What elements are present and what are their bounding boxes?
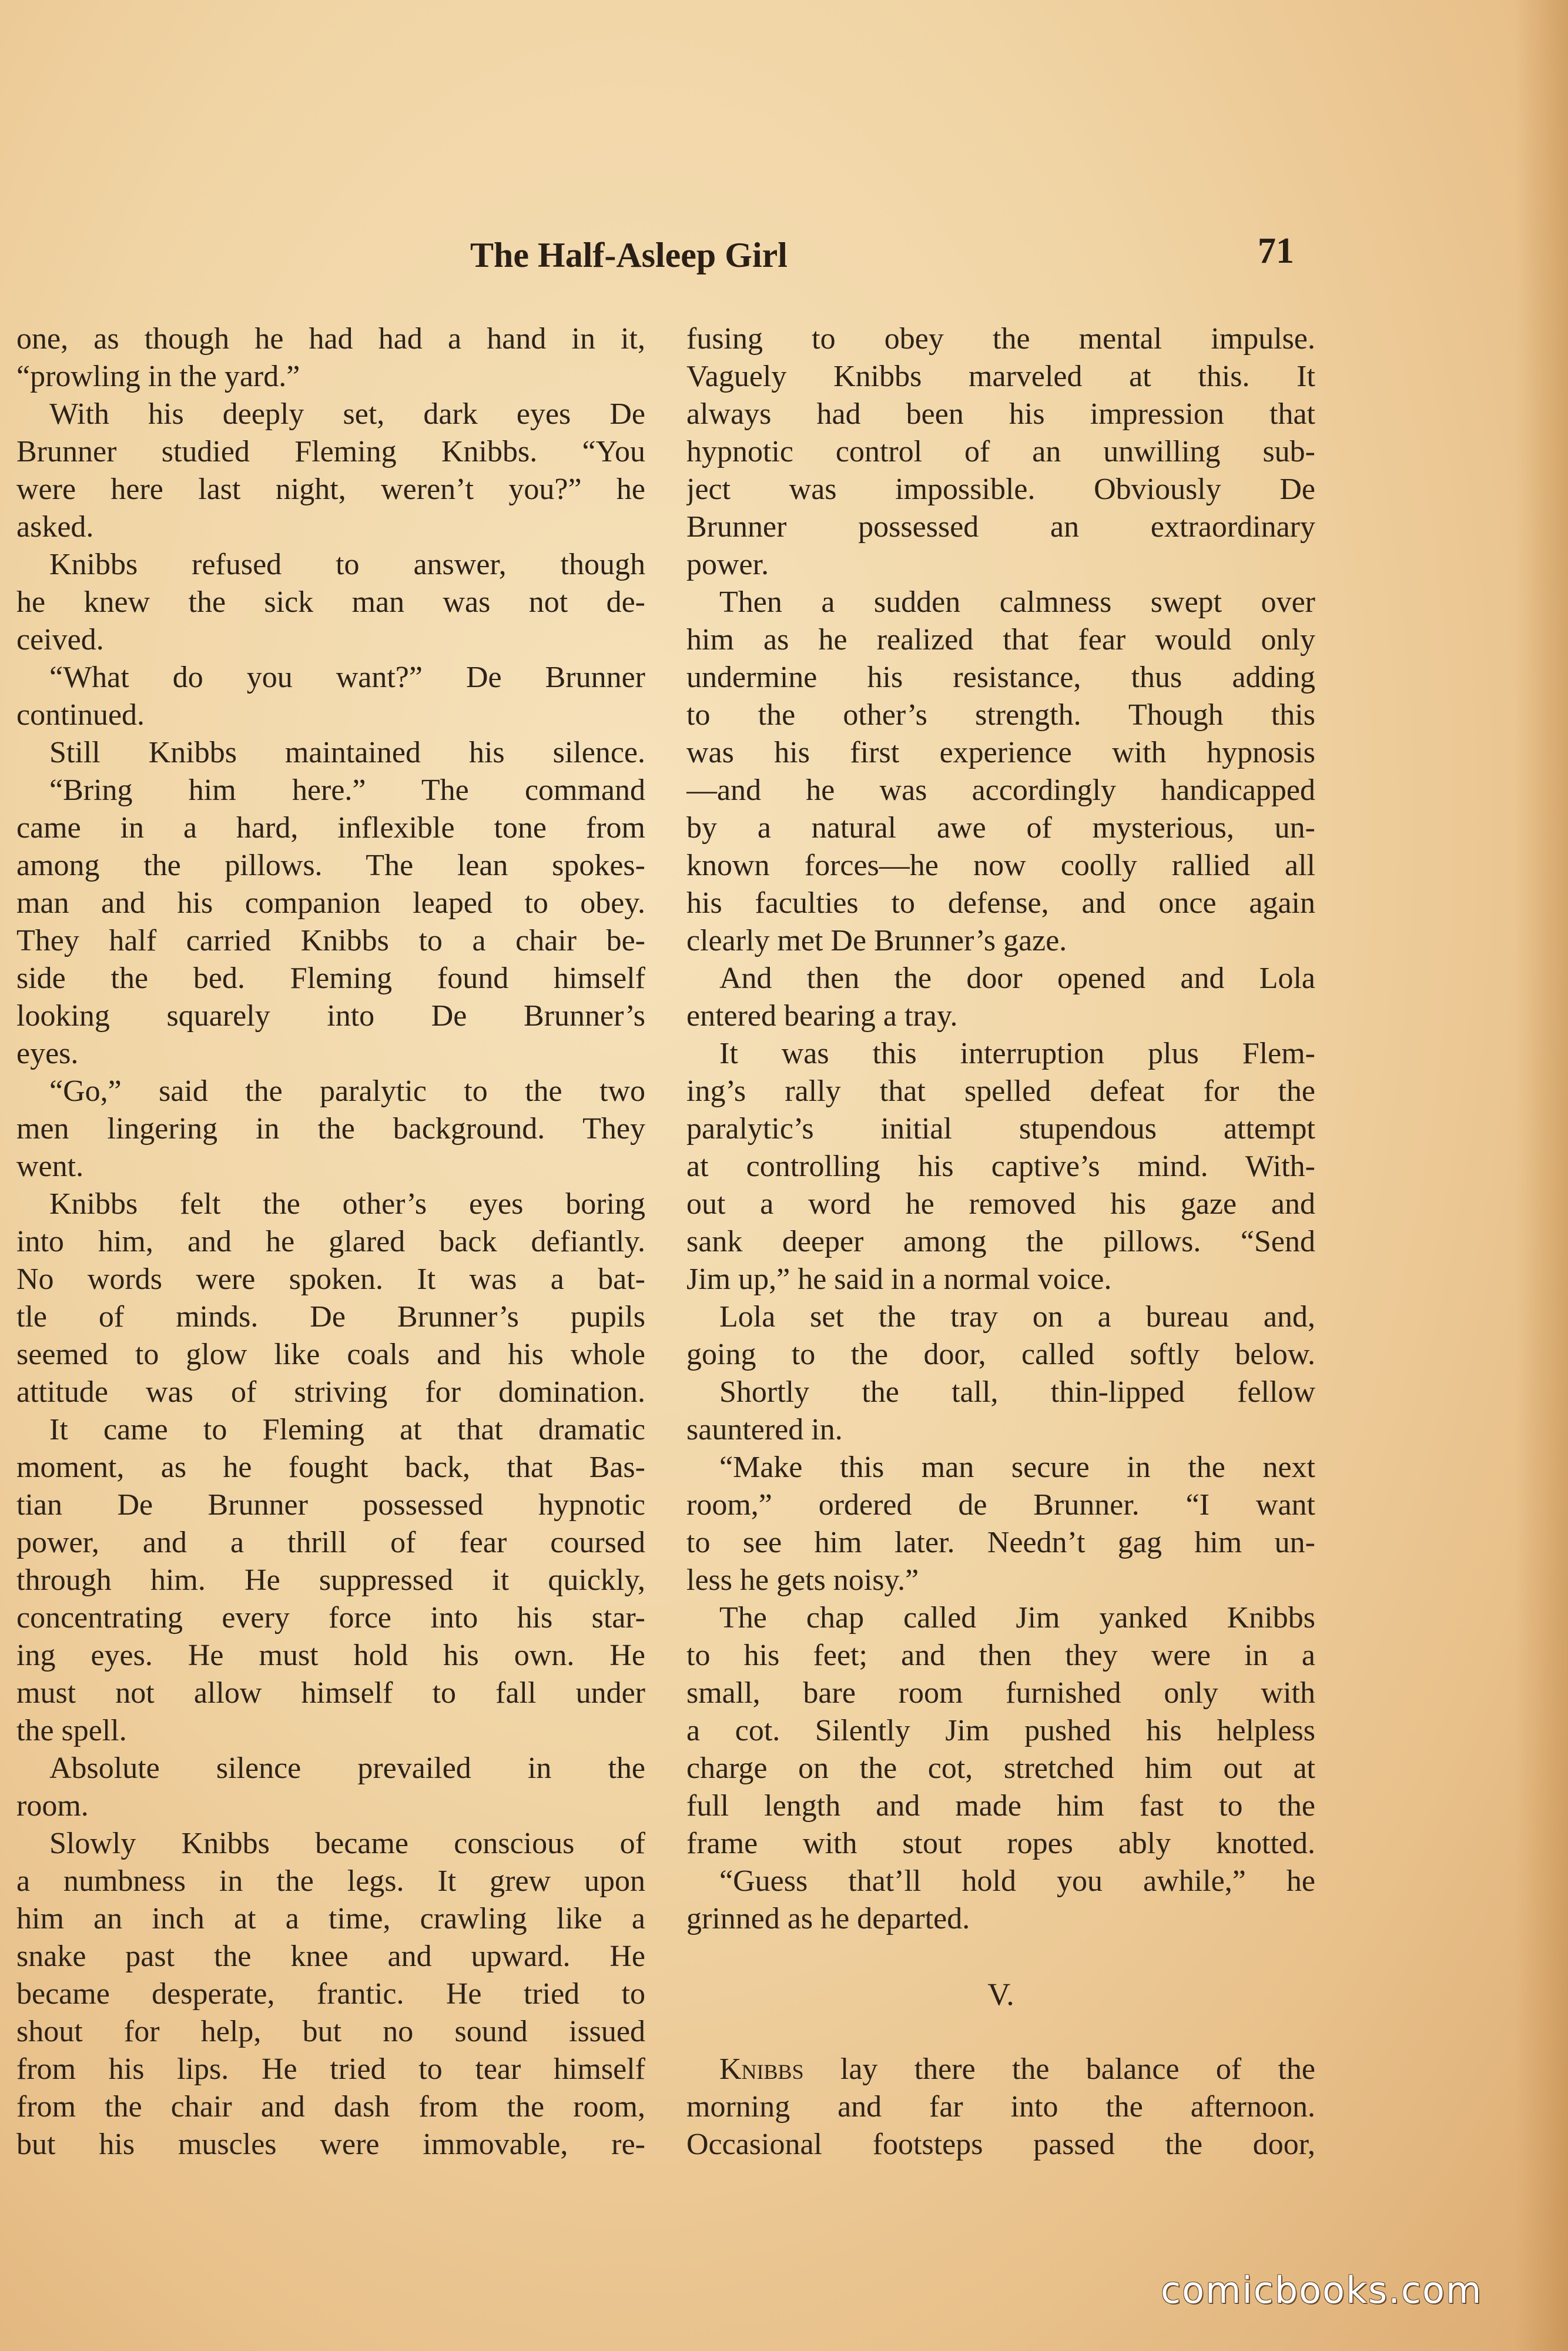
paragraph-line: Brunner possessed an extraordinary	[686, 510, 1315, 544]
paragraph-line: always had been his impression that	[686, 397, 1315, 431]
paragraph-line: Slowly Knibbs became conscious of	[49, 1827, 645, 1860]
paragraph-line: known forces—he now coolly rallied all	[686, 849, 1315, 882]
paragraph-line: “Guess that’ll hold you awhile,” he	[719, 1864, 1315, 1898]
paragraph-line: snake past the knee and upward. He	[16, 1940, 645, 1973]
paragraph-line: asked.	[16, 510, 94, 544]
page-edge-shading	[1515, 0, 1568, 2351]
paragraph-line: came in a hard, inflexible tone from	[16, 811, 645, 845]
paragraph-line: from the chair and dash from the room,	[16, 2090, 645, 2124]
paragraph-line: through him. He suppressed it quickly,	[16, 1563, 645, 1597]
paragraph-line: It came to Fleming at that dramatic	[49, 1413, 645, 1446]
paragraph-line: side the bed. Fleming found himself	[16, 962, 645, 995]
paragraph-line: room.	[16, 1789, 89, 1823]
paragraph-line: Brunner studied Fleming Knibbs. “You	[16, 435, 645, 468]
paragraph-line: The chap called Jim yanked Knibbs	[719, 1601, 1315, 1635]
paragraph-line: tian De Brunner possessed hypnotic	[16, 1488, 645, 1522]
paragraph-line: ing’s rally that spelled defeat for the	[686, 1074, 1315, 1108]
paragraph-line: morning and far into the afternoon.	[686, 2090, 1315, 2124]
right-column	[686, 320, 1315, 2164]
paragraph-line: Knibbs felt the other’s eyes boring	[49, 1187, 645, 1221]
paragraph-line: to the other’s strength. Though this	[686, 698, 1315, 732]
paragraph-line: charge on the cot, stretched him out at	[686, 1751, 1315, 1785]
paragraph-line: moment, as he fought back, that Bas-	[16, 1451, 645, 1484]
paragraph-line: shout for help, but no sound issued	[16, 2015, 645, 2048]
paragraph-line: “What do you want?” De Brunner	[49, 661, 645, 694]
paragraph-line: “Bring him here.” The command	[49, 773, 645, 807]
paragraph-line: man and his companion leaped to obey.	[16, 886, 645, 920]
paragraph-line: grinned as he departed.	[686, 1902, 970, 1935]
paragraph-line: —and he was accordingly handicapped	[686, 773, 1315, 807]
paragraph-line: Then a sudden calmness swept over	[719, 585, 1315, 619]
paragraph-line: room,” ordered de Brunner. “I want	[686, 1488, 1315, 1522]
paragraph-line: were here last night, weren’t you?” he	[16, 473, 645, 506]
paragraph-line: frame with stout ropes ably knotted.	[686, 1827, 1315, 1860]
paragraph-line: his faculties to defense, and once again	[686, 886, 1315, 920]
paragraph-line: looking squarely into De Brunner’s	[16, 999, 645, 1033]
paragraph-line: Still Knibbs maintained his silence.	[49, 736, 645, 769]
paragraph-line: sauntered in.	[686, 1413, 843, 1446]
paragraph-line: a cot. Silently Jim pushed his helpless	[686, 1714, 1315, 1747]
paragraph-line: And then the door opened and Lola	[719, 962, 1315, 995]
paragraph-line: hypnotic control of an unwilling sub-	[686, 435, 1315, 468]
paragraph-line: small, bare room furnished only with	[686, 1676, 1315, 1710]
paragraph-line: attitude was of striving for domination.	[16, 1375, 645, 1409]
paragraph-line: It was this interruption plus Flem-	[719, 1037, 1315, 1070]
paragraph-line: but his muscles were immovable, re-	[16, 2128, 645, 2161]
paragraph-line: Knibbs lay there the balance of the	[719, 2052, 1315, 2086]
paragraph-line: by a natural awe of mysterious, un-	[686, 811, 1315, 845]
paragraph-line: Shortly the tall, thin-lipped fellow	[719, 1375, 1315, 1409]
paragraph-line: the spell.	[16, 1714, 127, 1747]
paragraph-line: Occasional footsteps passed the door,	[686, 2128, 1315, 2161]
paragraph-line: concentrating every force into his star-	[16, 1601, 645, 1635]
paragraph-line: “Go,” said the paralytic to the two	[49, 1074, 645, 1108]
paragraph-line: clearly met De Brunner’s gaze.	[686, 924, 1067, 957]
paragraph-line: paralytic’s initial stupendous attempt	[686, 1112, 1315, 1146]
paragraph-line: “prowling in the yard.”	[16, 360, 300, 393]
paragraph-line: him as he realized that fear would only	[686, 623, 1315, 657]
paragraph-line: Absolute silence prevailed in the	[49, 1751, 645, 1785]
paragraph-line: must not allow himself to fall under	[16, 1676, 645, 1710]
paragraph-line: No words were spoken. It was a bat-	[16, 1262, 645, 1296]
paragraph-line: “Make this man secure in the next	[719, 1451, 1315, 1484]
paragraph-line: seemed to glow like coals and his whole	[16, 1338, 645, 1371]
paragraph-line: one, as though he had had a hand in it,	[16, 322, 645, 356]
paragraph-line: full length and made him fast to the	[686, 1789, 1315, 1823]
paragraph-line: Knibbs refused to answer, though	[49, 548, 645, 581]
page-number: 71	[1258, 231, 1294, 271]
paragraph-line: among the pillows. The lean spokes-	[16, 849, 645, 882]
paragraph-line: ject was impossible. Obviously De	[686, 473, 1315, 506]
paragraph-line: became desperate, frantic. He tried to	[16, 1977, 645, 2011]
paragraph-line: less he gets noisy.”	[686, 1563, 919, 1597]
paragraph-line: power.	[686, 548, 769, 581]
paragraph-line: tle of minds. De Brunner’s pupils	[16, 1300, 645, 1334]
paragraph-line: They half carried Knibbs to a chair be-	[16, 924, 645, 957]
paragraph-line: was his first experience with hypnosis	[686, 736, 1315, 769]
watermark-logo: comicbooks.com	[1161, 2269, 1483, 2312]
paragraph-line: men lingering in the background. They	[16, 1112, 645, 1146]
paragraph-line: out a word he removed his gaze and	[686, 1187, 1315, 1221]
paragraph-line: from his lips. He tried to tear himself	[16, 2052, 645, 2086]
paragraph-line: going to the door, called softly below.	[686, 1338, 1315, 1371]
paragraph-line: sank deeper among the pillows. “Send	[686, 1225, 1315, 1258]
paragraph-line: ing eyes. He must hold his own. He	[16, 1639, 645, 1672]
paragraph-line: continued.	[16, 698, 145, 732]
paragraph-line: into him, and he glared back defiantly.	[16, 1225, 645, 1258]
section-heading: V.	[987, 1977, 1014, 2012]
paragraph-line: at controlling his captive’s mind. With-	[686, 1150, 1315, 1183]
paragraph-line: Vaguely Knibbs marveled at this. It	[686, 360, 1315, 393]
paragraph-line: to his feet; and then they were in a	[686, 1639, 1315, 1672]
paragraph-line: went.	[16, 1150, 84, 1183]
paragraph-line: a numbness in the legs. It grew upon	[16, 1864, 645, 1898]
paragraph-line: fusing to obey the mental impulse.	[686, 322, 1315, 356]
left-column	[16, 320, 645, 2164]
paragraph-line: power, and a thrill of fear coursed	[16, 1526, 645, 1559]
paragraph-line: entered bearing a tray.	[686, 999, 958, 1033]
paragraph-line: him an inch at a time, crawling like a	[16, 1902, 645, 1935]
dropcap-word: Knibbs	[719, 2052, 804, 2086]
paragraph-line: ceived.	[16, 623, 104, 657]
paragraph-line: undermine his resistance, thus adding	[686, 661, 1315, 694]
paragraph-line: eyes.	[16, 1037, 79, 1070]
paragraph-line: Jim up,” he said in a normal voice.	[686, 1262, 1112, 1296]
running-title: The Half-Asleep Girl	[470, 236, 788, 274]
paragraph-line: to see him later. Needn’t gag him un-	[686, 1526, 1315, 1559]
paragraph-line: With his deeply set, dark eyes De	[49, 397, 645, 431]
paragraph-line: he knew the sick man was not de-	[16, 585, 645, 619]
paragraph-line: Lola set the tray on a bureau and,	[719, 1300, 1315, 1334]
